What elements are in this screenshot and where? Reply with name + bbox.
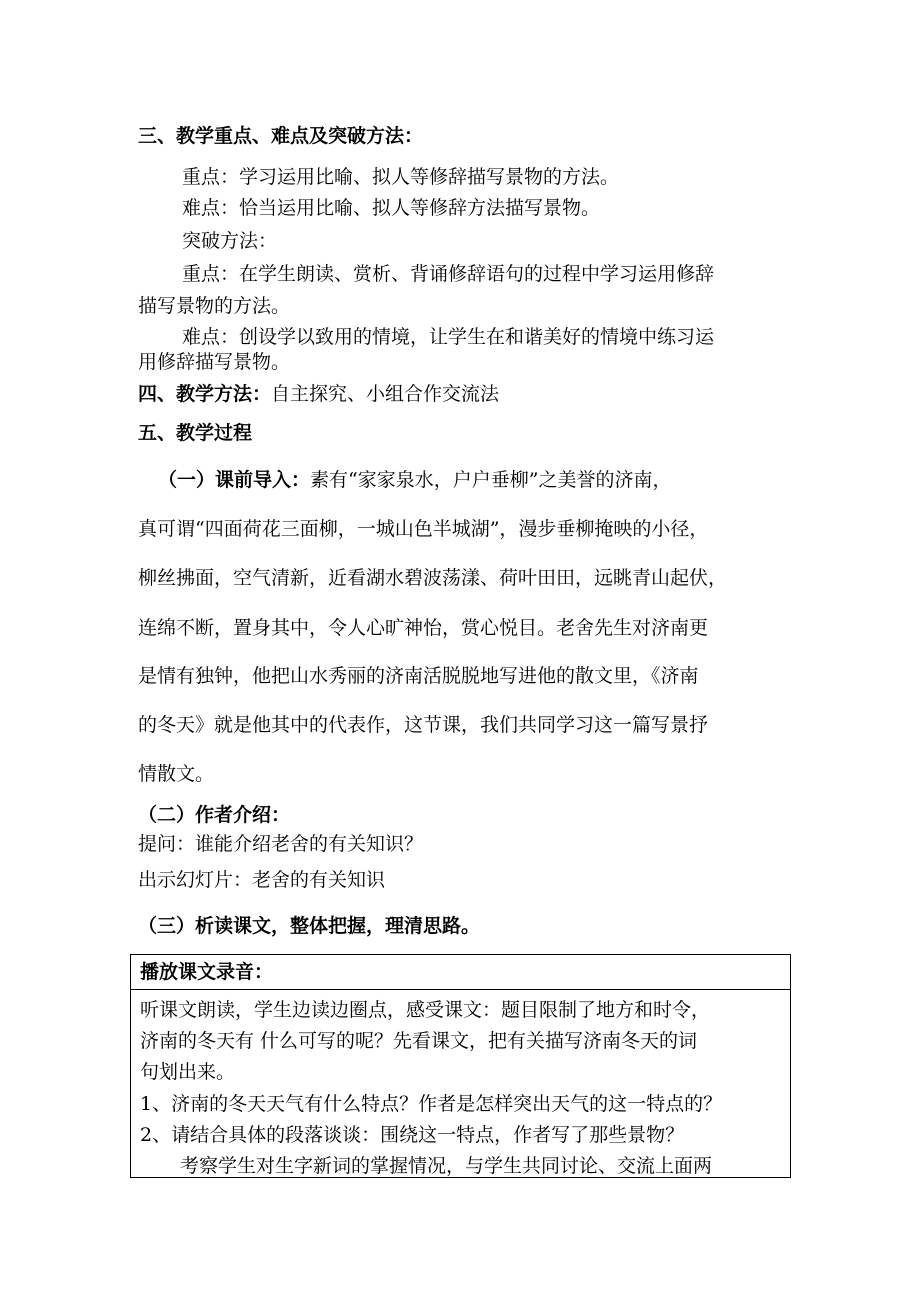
intro-line-3: 柳丝拂面，空气清新，近看湖水碧波荡漾、荷叶田田，远眺青山起伏， — [138, 567, 728, 589]
box-question-2: 2、请结合具体的段落谈谈：围绕这一特点，作者写了那些景物？ — [140, 1124, 685, 1146]
method-difficulty-line-2: 用修辞描写景物。 — [138, 351, 291, 373]
box-line-4: 考察学生对生字新词的掌握情况，与学生共同讨论、交流上面两 — [180, 1155, 713, 1177]
box-line-2: 济南的冬天有 什么可写的呢？先看课文，把有关描写济南冬天的词 — [140, 1030, 698, 1052]
intro-line-5: 是情有独钟，他把山水秀丽的济南活脱脱地写进他的散文里，《济南 — [138, 665, 699, 687]
box-line-1: 听课文朗读，学生边读边圈点，感受课文：题目限制了地方和时令， — [140, 999, 711, 1021]
intro-text-1: 素有“家家泉水，户户垂柳”之美誉的济南， — [310, 469, 672, 491]
method-difficulty-line-1: 难点：创设学以致用的情境，让学生在和谐美好的情境中练习运 — [182, 326, 715, 348]
author-slide: 出示幻灯片：老舍的有关知识 — [138, 869, 386, 891]
intro-line-1 — [158, 468, 671, 492]
section-3-heading: 三、教学重点、难点及突破方法： — [138, 125, 424, 147]
intro-heading: （一）课前导入： — [158, 469, 311, 491]
intro-line-2: 真可谓“四面荷花三面柳，一城山色半城湖”，漫步垂柳掩映的小径， — [138, 518, 709, 540]
method-key-line-2: 描写景物的方法。 — [138, 295, 291, 317]
section-4-heading: 四、教学方法： — [138, 383, 272, 405]
intro-line-7: 情散文。 — [138, 763, 215, 785]
intro-line-4: 连绵不断，置身其中，令人心旷神怡，赏心悦目。老舍先生对济南更 — [138, 617, 709, 639]
box-title: 播放课文录音： — [140, 961, 274, 983]
section-5-heading: 五、教学过程 — [138, 422, 253, 444]
intro-line-6: 的冬天》就是他其中的代表作，这节课，我们共同学习这一篇写景抒 — [138, 714, 709, 736]
method-key-line-1: 重点：在学生朗读、赏析、背诵修辞语句的过程中学习运用修辞 — [182, 263, 715, 285]
author-question: 提问：谁能介绍老舍的有关知识？ — [138, 833, 424, 855]
box-line-3: 句划出来。 — [140, 1061, 236, 1083]
analysis-heading: （三）析读课文，整体把握，理清思路。 — [138, 915, 481, 937]
box-question-1: 1、济南的冬天天气有什么特点？作者是怎样突出天气的这一特点的？ — [140, 1093, 723, 1115]
methods-label: 突破方法： — [182, 230, 278, 252]
author-heading: （二）作者介绍： — [138, 804, 291, 826]
difficulty: 难点：恰当运用比喻、拟人等修辞方法描写景物。 — [182, 197, 601, 219]
key-point: 重点：学习运用比喻、拟人等修辞描写景物的方法。 — [182, 166, 620, 188]
section-4-line — [138, 382, 499, 406]
section-4-text: 自主探究、小组合作交流法 — [271, 383, 500, 405]
box-divider — [131, 989, 790, 990]
